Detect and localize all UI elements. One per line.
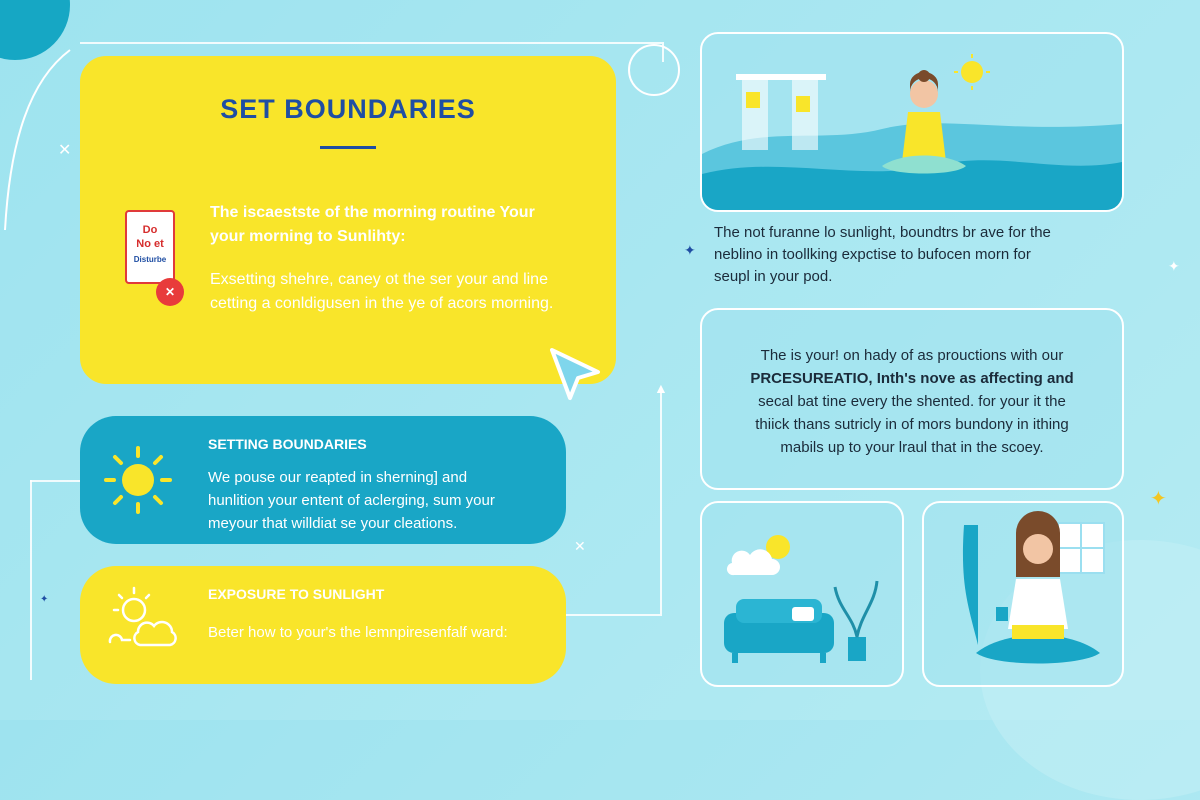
set-boundaries-card (80, 56, 616, 384)
sign-line: Do (142, 224, 158, 236)
cursor-arrow-icon (546, 346, 606, 402)
sparkle-icon: ✦ (40, 594, 49, 605)
sofa-scene (702, 503, 902, 685)
no-entry-badge-icon: ✕ (156, 278, 184, 306)
meditation-scene (702, 34, 1122, 210)
title-divider (320, 146, 376, 149)
sun-cloud-icon (104, 582, 184, 652)
arrow-up-icon: ▲ (654, 380, 668, 396)
connector-line (30, 480, 80, 482)
sun-icon (102, 444, 174, 516)
meditation-illustration-panel (700, 32, 1124, 212)
card-title: SET BOUNDARIES (220, 94, 476, 124)
connector-line (30, 480, 32, 680)
right-paragraph: The not furanne lo sunlight, boundtrs br ave for the neblino in toollking expctise to bufocen morn for seupl in your pod. (714, 224, 1051, 285)
pill-paragraph: We pouse our reapted in sherning] and hunlition your entent of aclerging, sum your meyour that willdiat se your cleations. (208, 469, 495, 532)
meditation-woman-panel (922, 501, 1124, 687)
text-panel (700, 308, 1124, 490)
do-not-disturb-sign-icon (125, 210, 175, 284)
meditation-woman-scene (924, 503, 1122, 685)
sign-line: No et (136, 238, 164, 250)
exposure-to-sunlight-pill (80, 566, 566, 684)
sparkle-icon: ✦ (1150, 488, 1167, 510)
setting-boundaries-pill (80, 416, 566, 544)
sparkle-icon: ✕ (574, 538, 586, 554)
card-paragraph: The iscaestste of the morning routine Your your morning to Sunlihty: (210, 204, 535, 245)
connector-line (660, 390, 662, 614)
connector-line (80, 42, 662, 44)
connector-line (566, 614, 662, 616)
sparkle-icon: ✕ (58, 142, 72, 159)
sign-line: Disturbe (133, 255, 167, 264)
sparkle-icon: ✦ (1168, 258, 1180, 274)
sparkle-icon: ✦ (684, 242, 696, 258)
card-paragraph: Exsetting shehre, caney ot the ser your and line cetting a conldigusen in the ye of acors morning. (210, 271, 554, 312)
pill-heading: EXPOSURE TO SUNLIGHT (208, 586, 385, 602)
panel-paragraph: The is your! on hady of as prouctions with our PRCESUREATIO, Inth's nove as affecting and secal bat tine every the shented. for your it the thiick thans sutricly in of mors bundony in ithing mabils up to your lraul that in the scoey. (750, 347, 1074, 456)
pill-heading: SETTING BOUNDARIES (208, 436, 367, 452)
living-room-panel (700, 501, 904, 687)
deco-circle (628, 44, 680, 96)
pill-paragraph: Beter how to your's the lemnpiresenfalf ward: (208, 624, 508, 641)
